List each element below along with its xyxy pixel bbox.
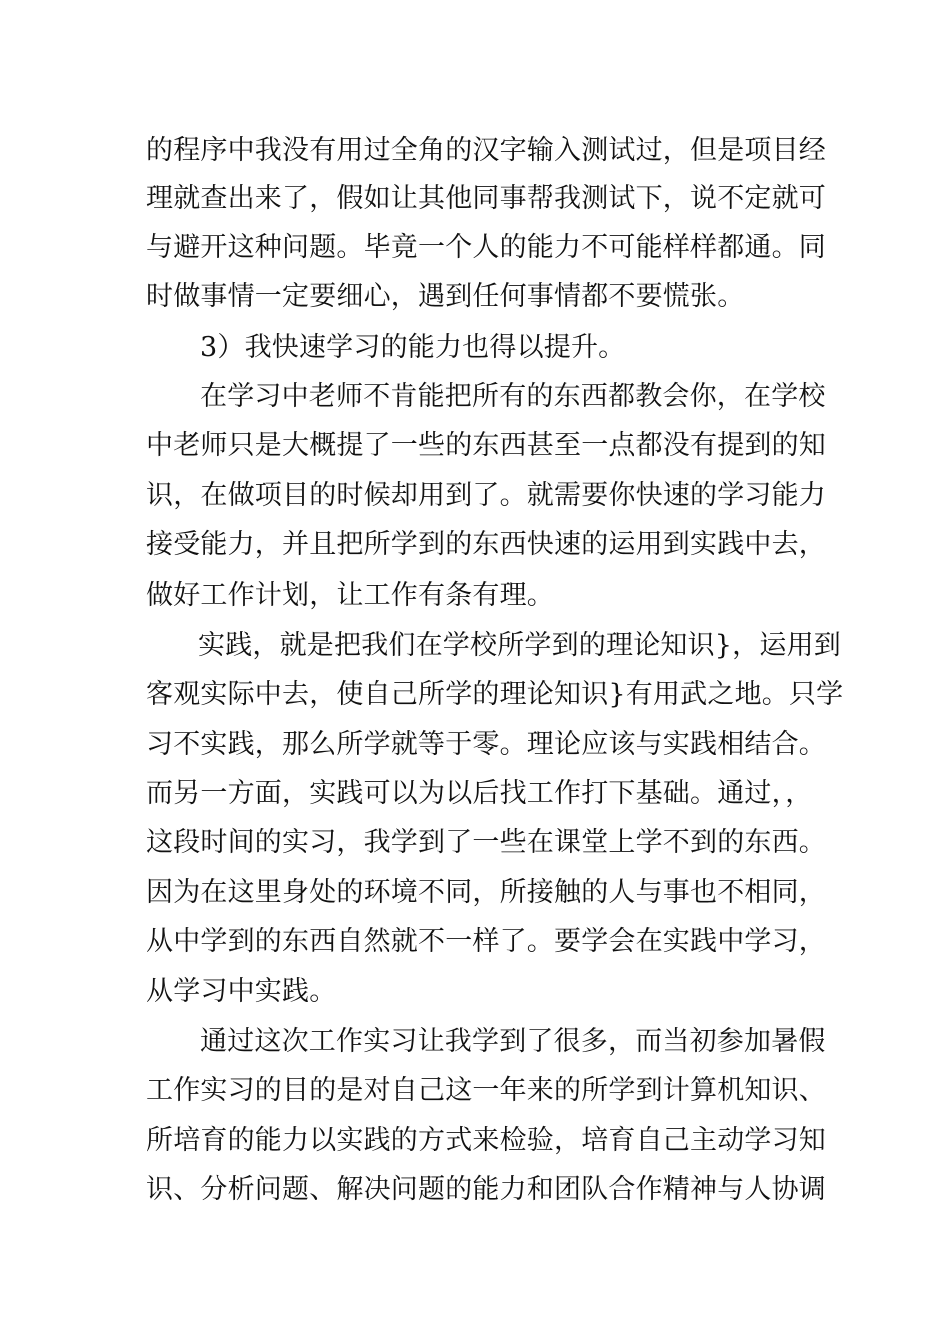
paragraph-first-line: 实践，就是把我们在学校所学到的理论知识}，运用到 — [198, 630, 841, 661]
text-line: 从中学到的东西自然就不一样了。要学会在实践中学习， — [146, 926, 826, 957]
text-line: 接受能力，并且把所学到的东西快速的运用到实践中去， — [146, 529, 826, 560]
text-line: 与避开这种问题。毕竟一个人的能力不可能样样都通。同 — [146, 232, 826, 263]
text-line: 客观实际中去，使自己所学的理论知识}有用武之地。只学 — [146, 679, 844, 710]
text-line: 理就查出来了，假如让其他同事帮我测试下，说不定就可 — [146, 183, 826, 214]
paragraph-first-line: 通过这次工作实习让我学到了很多，而当初参加暑假 — [200, 1026, 826, 1057]
text-line: 所培育的能力以实践的方式来检验，培育自己主动学习知 — [146, 1125, 826, 1156]
text-line: 的程序中我没有用过全角的汉字输入测试过，但是项目经 — [146, 135, 826, 166]
text-line: 识、分析问题、解决问题的能力和团队合作精神与人协调 — [146, 1174, 826, 1205]
text-line: 3）我快速学习的能力也得以提升。 — [200, 332, 626, 363]
text-line: 工作实习的目的是对自己这一年来的所学到计算机知识、 — [146, 1075, 826, 1106]
text-line: 因为在这里身处的环境不同，所接触的人与事也不相同， — [146, 877, 826, 908]
text-line: 时做事情一定要细心，遇到任何事情都不要慌张。 — [146, 281, 745, 312]
text-line: 识，在做项目的时候却用到了。就需要你快速的学习能力 — [146, 480, 826, 511]
text-line: 习不实践，那么所学就等于零。理论应该与实践相结合。 — [146, 729, 826, 760]
text-line: 中老师只是大概提了一些的东西甚至一点都没有提到的知 — [146, 430, 826, 461]
text-line: 这段时间的实习，我学到了一些在课堂上学不到的东西。 — [146, 827, 826, 858]
text-line: 做好工作计划，让工作有条有理。 — [146, 580, 554, 611]
text-line: 从学习中实践。 — [146, 976, 337, 1007]
paragraph-first-line: 在学习中老师不肯能把所有的东西都教会你，在学校 — [200, 381, 826, 412]
text-line: 而另一方面，实践可以为以后找工作打下基础。通过，， — [146, 778, 813, 809]
